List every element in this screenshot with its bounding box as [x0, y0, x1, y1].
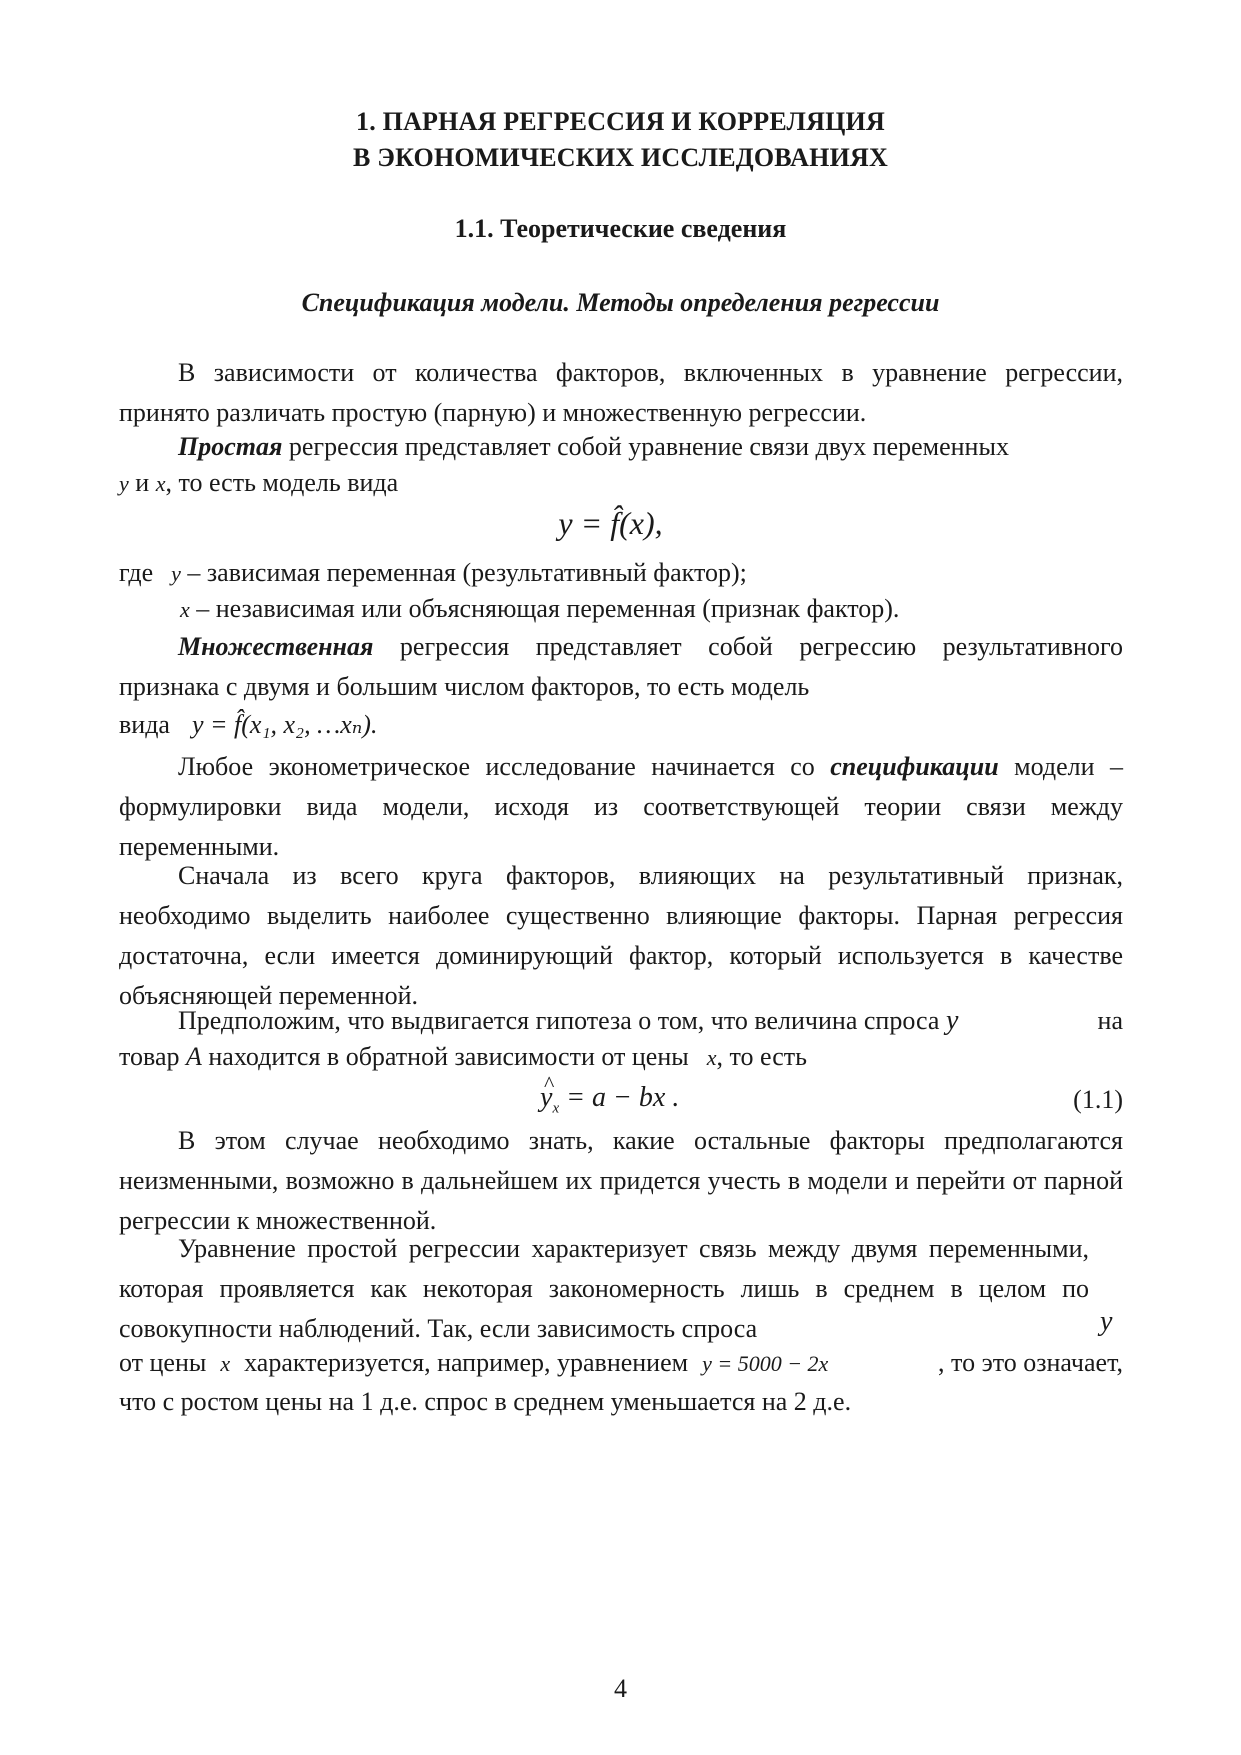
paragraph-2-line2: [119, 463, 398, 504]
paragraph-8: Уравнение простой регрессии характеризует связь между двумя переменными, которая проявляется как некоторая закономерность лишь в среднем в целом по совокупности наблюдений. Так, если зависимость спроса: [119, 1234, 1089, 1343]
paragraph-4-text-b: модели – формулировки вида модели, исходя из соответствующей теории связи между переменными.: [119, 752, 1123, 861]
definition-x: [180, 589, 899, 630]
term-simple: Простая: [178, 432, 283, 461]
page-number: 4: [614, 1674, 627, 1703]
symbol-A: A: [186, 1042, 202, 1071]
y-hat-symbol: ^ $y_x$: [540, 1078, 559, 1129]
equation-demand-example: y = 5000 − 2x: [702, 1351, 829, 1376]
definition-y-text: – зависимая переменная (результативный фактор);: [180, 558, 747, 587]
paragraph-5: Сначала из всего круга факторов, влияющих на результативный признак, необходимо выделить наиболее существенно влияющие факторы. Парная регрессия достаточна, если имеется доминирующий фактор, который используется в качестве объясняющей переменной.: [119, 861, 1123, 1010]
paragraph-6-line2: [119, 1037, 807, 1078]
symbol-x: x: [220, 1351, 231, 1376]
paragraph-8-line5: что с ростом цены на 1 д.е. спрос в среднем уменьшается на 2 д.е.: [119, 1387, 852, 1416]
paragraph-1: В зависимости от количества факторов, включенных в уравнение регрессии, принято различать простую (парную) и множественную регрессии.: [119, 358, 1123, 427]
word-goods: товар: [119, 1042, 186, 1071]
paragraph-6-line2-text: находится в обратной зависимости от цены: [201, 1042, 689, 1071]
paragraph-6-line1: [178, 1001, 1123, 1041]
symbol-y: y: [1100, 1306, 1113, 1337]
paragraph-6-text: Предположим, что выдвигается гипотеза о том, что величина спроса: [178, 1006, 940, 1035]
term-multiple: Множественная: [178, 632, 374, 661]
symbol-y: y: [171, 561, 181, 586]
paragraph-7: В этом случае необходимо знать, какие остальные факторы предполагаются неизменными, возможно в дальнейшем их придется учесть в модели и перейти от парной регрессии к множественной.: [119, 1126, 1123, 1235]
paragraph-8-line4: [119, 1343, 1123, 1384]
word-and: и: [128, 468, 156, 497]
word-where: где: [119, 558, 154, 587]
paragraph-2-text: регрессия представляет собой уравнение связи двух переменных: [282, 432, 1009, 461]
paragraph-3-text: регрессия представляет собой регрессию результативного признака с двумя и большим числом факторов, то есть модель: [119, 632, 1123, 701]
paragraph-4: [119, 747, 1123, 867]
word-kind: вида: [119, 710, 170, 739]
subsection-title: Спецификация модели. Методы определения регрессии: [301, 288, 940, 317]
equation-number: (1.1): [1073, 1085, 1123, 1114]
paragraph-2-line2-text: , то есть модель вида: [165, 468, 399, 497]
paragraph-8-line4-end: , то это означает,: [938, 1348, 1123, 1377]
chapter-title-line1: 1. ПАРНАЯ РЕГРЕССИЯ И КОРРЕЛЯЦИЯ: [356, 107, 885, 136]
symbol-x: x: [180, 597, 190, 622]
paragraph-3-line3: [119, 705, 377, 745]
word-from-price: от цены: [119, 1348, 207, 1377]
symbol-y: y: [119, 471, 129, 496]
symbol-x: x: [706, 1045, 717, 1070]
paragraph-4-text-a: Любое эконометрическое исследование начинается со: [178, 752, 831, 781]
equation-simple-regression: y = f̂(x),: [558, 505, 663, 541]
paragraph-2: [119, 427, 1123, 467]
chapter-title-line2: В ЭКОНОМИЧЕСКИХ ИССЛЕДОВАНИЯХ: [353, 143, 888, 172]
paragraph-3: [119, 627, 1123, 707]
section-title: 1.1. Теоретические сведения: [454, 214, 787, 243]
paragraph-8-line4-text: характеризуется, например, уравнением: [244, 1348, 689, 1377]
symbol-y: y: [946, 1005, 959, 1036]
term-specification: спецификации: [830, 752, 999, 781]
paragraph-6-line2-end: , то есть: [716, 1042, 807, 1071]
word-on: на: [1097, 1006, 1123, 1035]
definition-y: [119, 553, 747, 594]
symbol-x: x: [155, 471, 166, 496]
equation-1-1-rhs: = a − bx .: [566, 1082, 680, 1113]
definition-x-text: – независимая или объясняющая переменная (признак фактор).: [189, 594, 900, 623]
equation-multiple-regression: y = f̂(x₁, x₂, …xₙ).: [191, 710, 378, 739]
